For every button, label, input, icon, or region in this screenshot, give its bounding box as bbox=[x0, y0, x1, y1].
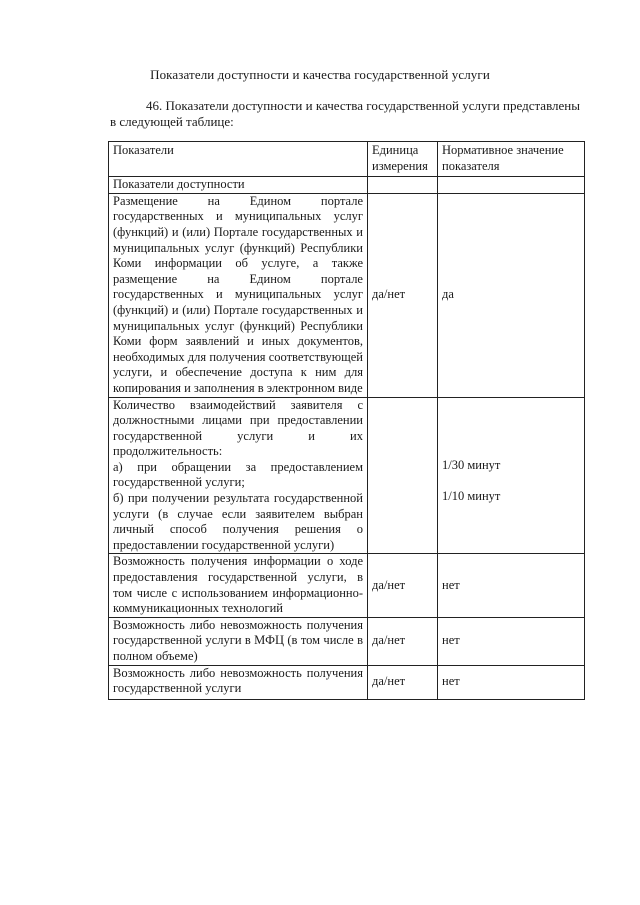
table-row bbox=[109, 193, 585, 397]
section-empty-cell bbox=[368, 177, 438, 194]
page-title: Показатели доступности и качества государственной услуги bbox=[150, 67, 490, 82]
header-unit: Единица измерения bbox=[368, 142, 438, 177]
table-row bbox=[109, 617, 585, 665]
unit-cell: да/нет bbox=[368, 617, 438, 665]
unit-cell: да/нет bbox=[368, 665, 438, 699]
header-indicator: Показатели bbox=[109, 142, 368, 177]
indicator-item-b: б) при получении результата государственной услуги (в случае если заявителем выбран личный способ получения решения о предоставлении государственной услуги) bbox=[113, 491, 363, 552]
norm-value-b: 1/10 минут bbox=[442, 488, 501, 503]
unit-cell: да/нет bbox=[368, 554, 438, 617]
indicator-cell bbox=[109, 397, 368, 554]
section-row bbox=[109, 177, 585, 194]
indicator-cell: Возможность либо невозможность получения государственной услуги в МФЦ (в том числе в полном объеме) bbox=[109, 617, 368, 665]
unit-cell: да/нет bbox=[368, 193, 438, 397]
intro-paragraph: 46. Показатели доступности и качества государственной услуги представлены в следующей таблице: bbox=[110, 98, 580, 129]
table-header-row bbox=[109, 142, 585, 177]
unit-cell bbox=[368, 397, 438, 554]
norm-cell: да bbox=[438, 193, 585, 397]
indicator-text-truncated: Возможность либо невозможность получения государственной услуги bbox=[113, 665, 363, 696]
indicator-intro: Количество взаимодействий заявителя с должностными лицами при предоставлении государственной услуги и их продолжительность: bbox=[113, 397, 363, 459]
table-row bbox=[109, 665, 585, 699]
section-accessibility-label: Показатели доступности bbox=[109, 177, 368, 194]
header-norm: Нормативное значение показателя bbox=[438, 142, 585, 177]
indicator-cell: Размещение на Едином портале государственных и муниципальных услуг (функций) и (или) Портале государственных и муниципальных услуг (функций) Республики Коми информации об услуге, а также размещение на Едином портале государственных и муниципальных услуг (функций) и (или) Портале государственных и муниципальных услуг (функций) Республики Коми форм заявлений и иных документов, необходимых для получения соответствующей услуги, и обеспечение доступа к ним для копирования и заполнения в электронном виде bbox=[109, 193, 368, 397]
norm-value-a: 1/30 минут bbox=[442, 457, 501, 472]
norm-cell bbox=[438, 397, 585, 554]
indicator-cell bbox=[109, 665, 368, 699]
indicator-item-a: а) при обращении за предоставлением государственной услуги; bbox=[113, 459, 363, 490]
norm-cell: нет bbox=[438, 665, 585, 699]
indicator-cell: Возможность получения информации о ходе предоставления государственной услуги, в том числе с использованием информационно-коммуникационных технологий bbox=[109, 554, 368, 617]
section-empty-cell bbox=[438, 177, 585, 194]
table-row bbox=[109, 554, 585, 617]
norm-cell: нет bbox=[438, 617, 585, 665]
norm-cell: нет bbox=[438, 554, 585, 617]
indicators-table bbox=[108, 141, 585, 700]
table-row bbox=[109, 397, 585, 554]
